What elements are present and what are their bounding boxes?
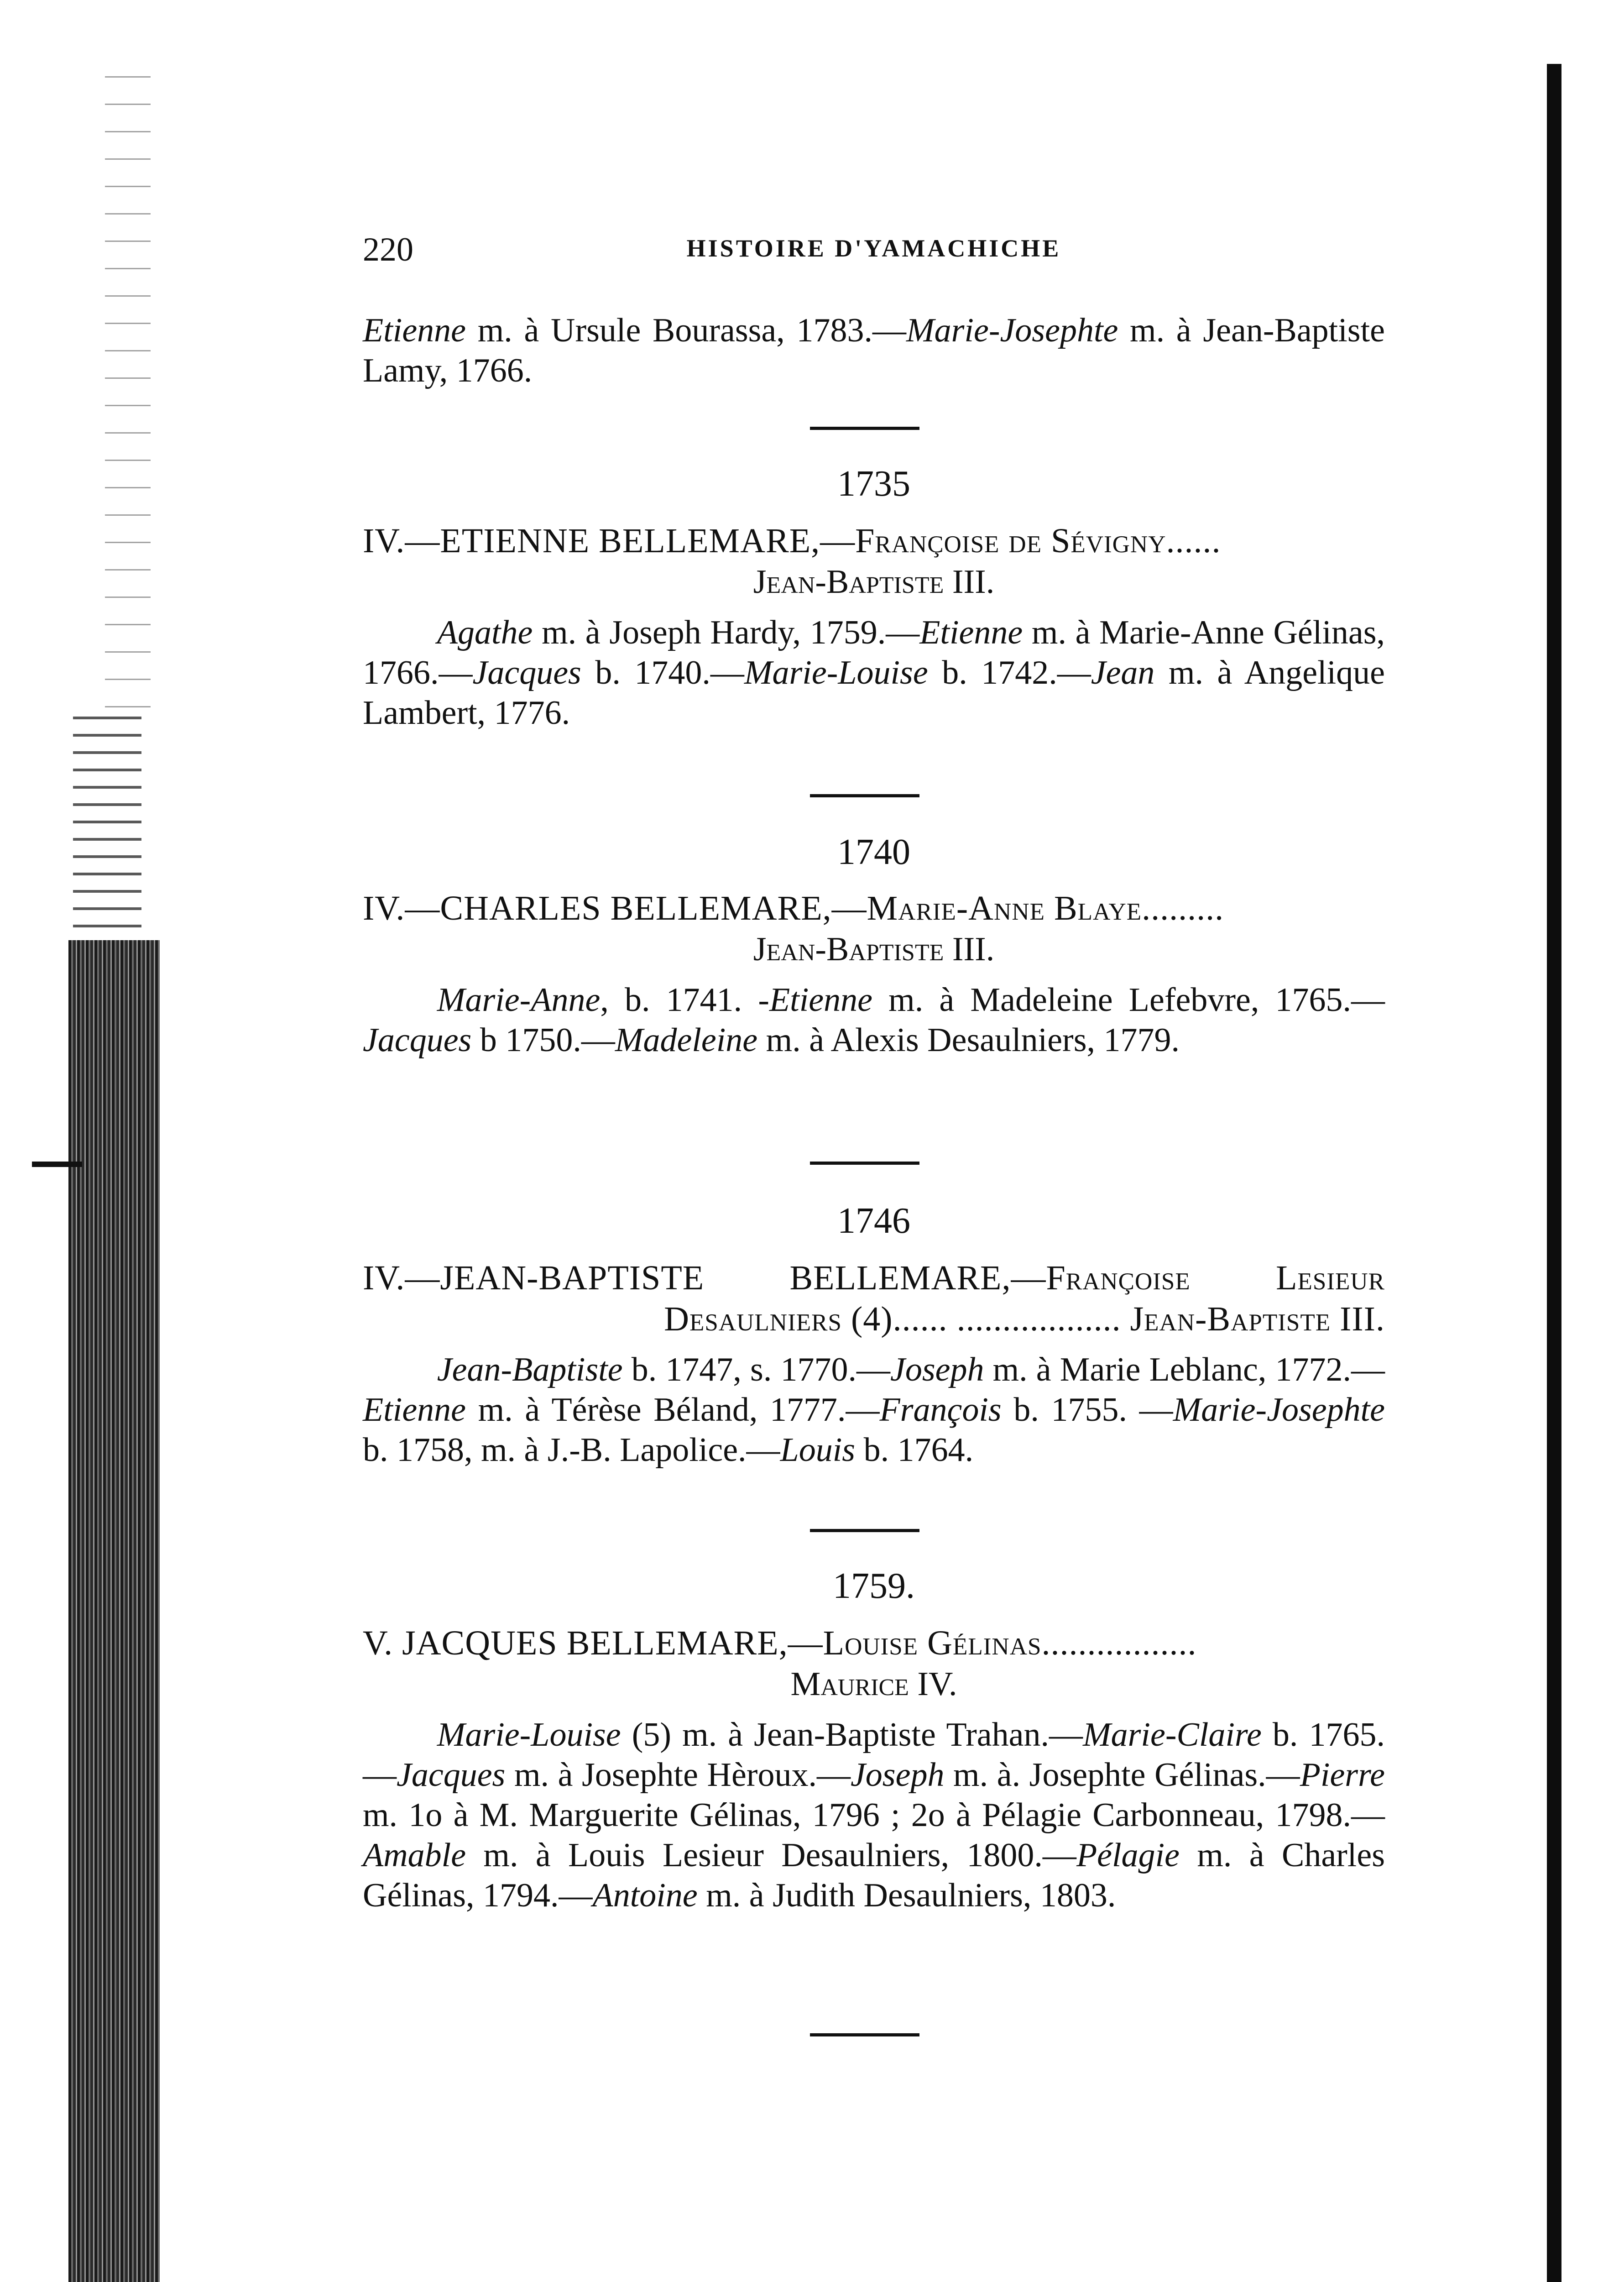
child-name: Pierre [1300, 1756, 1385, 1794]
section-rule [810, 1162, 919, 1165]
child-name: Madeleine [615, 1021, 758, 1059]
section-rule [810, 2033, 919, 2036]
section-year: 1746 [837, 1201, 910, 1241]
child-name: Joseph [890, 1351, 984, 1388]
child-name: Marie-Josephte [1173, 1391, 1385, 1429]
page-header [363, 230, 1385, 272]
child-name: Marie-Josephte [906, 312, 1118, 349]
child-name: Etienne [919, 614, 1023, 651]
running-title: HISTOIRE D'YAMACHICHE [686, 235, 1061, 262]
child-name: Jean [1091, 654, 1155, 691]
child-name: Marie-Anne [437, 981, 601, 1019]
child-name: Jacques [397, 1756, 506, 1794]
section-entry [363, 1623, 1385, 1916]
child-name: François [879, 1391, 1002, 1429]
right-edge-shadow [1547, 64, 1561, 2282]
parent-reference: Maurice IV. [790, 1665, 957, 1703]
section-rule [810, 1529, 919, 1532]
children-paragraph: Marie-Anne, b. 1741. -Etienne m. à Madeleine Lefebvre, 1765.—Jacques b 1750.—Madeleine m. à Alexis Desaulniers, 1779. [363, 981, 1385, 1059]
section-heading: IV.—JEAN-BAPTISTE BELLEMARE,—Françoise Lesieur Desaulniers (4)...... .................. Jean-Baptiste III. [363, 1259, 1385, 1338]
margin-mark [32, 1162, 82, 1167]
child-name: Joseph [850, 1756, 945, 1794]
section-year: 1740 [837, 832, 910, 872]
children-paragraph: Agathe m. à Joseph Hardy, 1759.—Etienne m. à Marie-Anne Gélinas, 1766.—Jacques b. 1740.—Marie-Louise b. 1742.—Jean m. à Angelique Lambert, 1776. [363, 614, 1385, 732]
binding-edge-ticks [105, 68, 151, 707]
binding-edge-shadow [68, 940, 160, 2282]
section-entry [363, 888, 1385, 1060]
parent-reference: Jean-Baptiste III. [753, 931, 995, 968]
section-year: 1759. [833, 1566, 915, 1606]
children-paragraph: Marie-Louise (5) m. à Jean-Baptiste Trahan.—Marie-Claire b. 1765.—Jacques m. à Josephte Hèroux.—Joseph m. à. Josephte Gélinas.—Pierre m. 1o à M. Marguerite Gélinas, 1796 ; 2o à Pélagie Carbonneau, 1798.—Amable m. à Louis Lesieur Desaulniers, 1800.—Pélagie m. à Charles Gélinas, 1794.—Antoine m. à Judith Desaulniers, 1803. [363, 1716, 1385, 1914]
child-name: Marie-Louise [744, 654, 928, 691]
child-name: Jacques [472, 654, 581, 691]
section-rule [810, 794, 919, 797]
child-name: Louis [780, 1431, 856, 1469]
section-entry [363, 1257, 1385, 1470]
section-rule [810, 427, 919, 430]
parent-reference: Jean-Baptiste III. [753, 563, 995, 601]
page-number: 220 [363, 231, 413, 268]
child-name: Pélagie [1076, 1837, 1180, 1874]
child-name: Agathe [437, 614, 533, 651]
section-heading: IV.—ETIENNE BELLEMARE,—Françoise de Sévigny...... [363, 522, 1221, 560]
child-name: Jean-Baptiste [437, 1351, 623, 1388]
spouse-name: Marie-Anne Blaye [867, 889, 1142, 927]
children-paragraph: Jean-Baptiste b. 1747, s. 1770.—Joseph m. à Marie Leblanc, 1772.—Etienne m. à Térèse Béland, 1777.—François b. 1755. —Marie-Josephte b. 1758, m. à J.-B. Lapolice.—Louis b. 1764. [363, 1351, 1385, 1469]
section-entry [363, 520, 1385, 733]
spouse-name: Françoise de Sévigny [855, 522, 1166, 560]
child-name: Jacques [363, 1021, 472, 1059]
child-name: Antoine [592, 1877, 698, 1914]
child-name: Etienne [769, 981, 872, 1019]
child-name: Etienne [363, 312, 466, 349]
section-heading: V. JACQUES BELLEMARE,—Louise Gélinas................. [363, 1624, 1197, 1662]
binding-edge-upper [73, 707, 141, 945]
continuation-paragraph: Etienne m. à Ursule Bourassa, 1783.—Marie-Josephte m. à Jean-Baptiste Lamy, 1766. [363, 312, 1385, 389]
parent-reference: Jean-Baptiste III. [1130, 1300, 1385, 1338]
spouse-name: Louise Gélinas [823, 1624, 1042, 1662]
section-year: 1735 [837, 464, 910, 504]
spouse-name: Françoise Lesieur Desaulniers [664, 1259, 1385, 1338]
child-name: Marie-Louise [437, 1716, 621, 1753]
child-name: Marie-Claire [1082, 1716, 1262, 1753]
child-name: Etienne [363, 1391, 466, 1429]
child-name: Amable [363, 1837, 466, 1874]
section-heading: IV.—CHARLES BELLEMARE,—Marie-Anne Blaye......... [363, 889, 1224, 927]
